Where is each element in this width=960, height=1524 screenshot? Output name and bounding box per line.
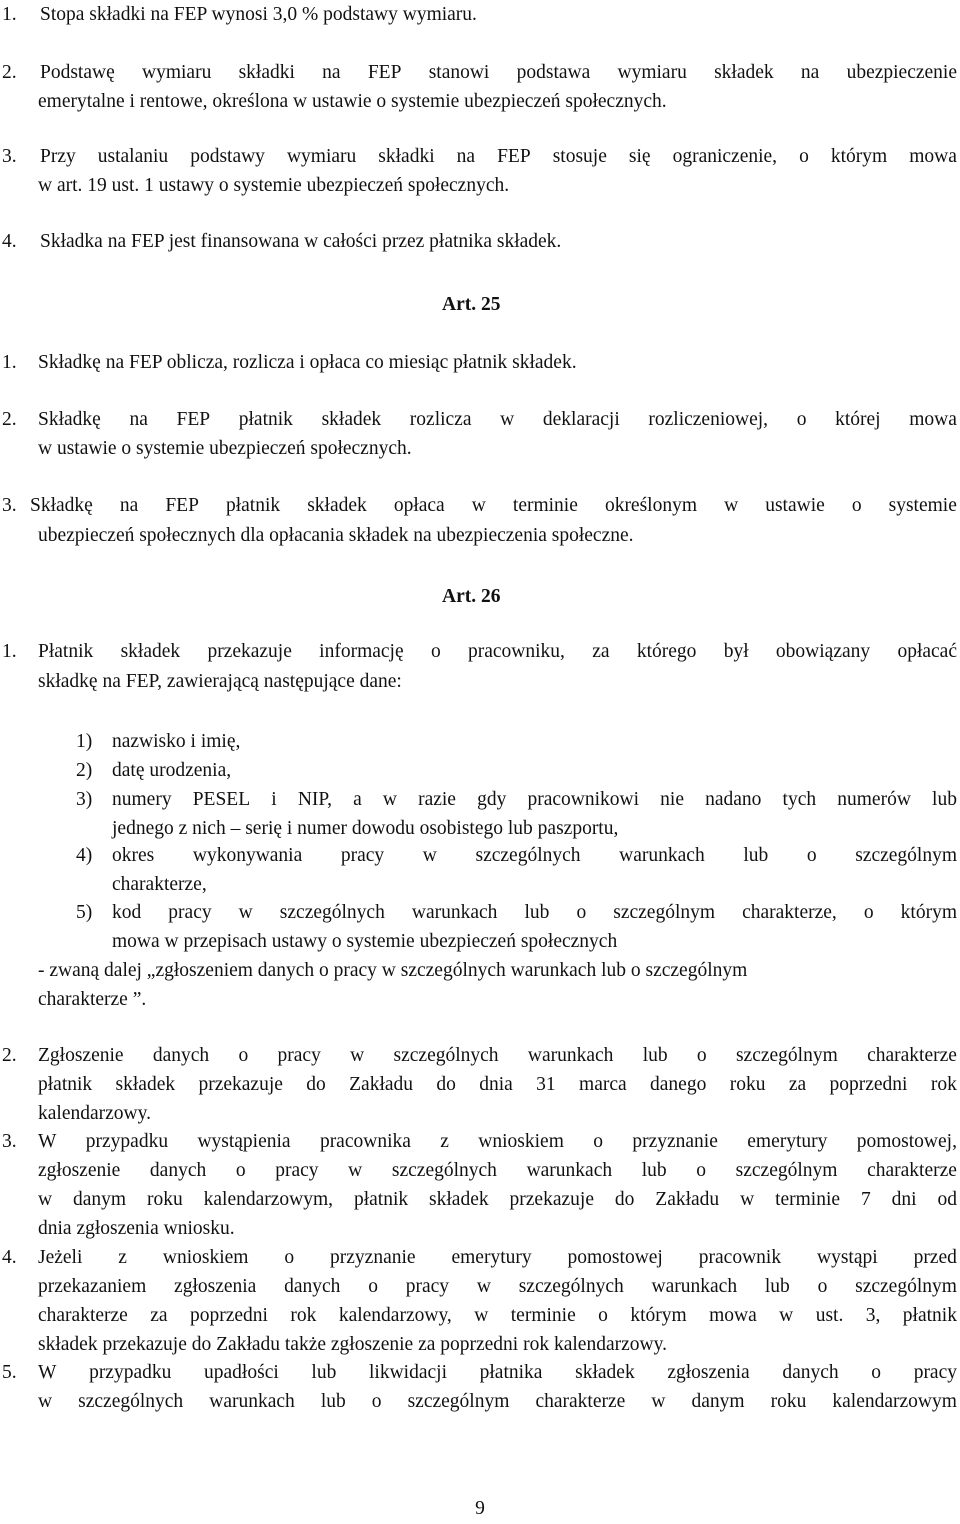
word: FEP [176,409,211,430]
word: pracy [275,1160,319,1181]
item-line: składek przekazuje do Zakładu także zgłoszenie za poprzedni rok kalendarzowy. [38,1334,667,1355]
word: szczególnym [407,1391,510,1412]
word: do [614,1189,635,1210]
word: lub [320,1391,346,1412]
word: w [651,1391,666,1412]
word: NIP, [297,789,332,810]
word: opłacać [897,641,957,662]
item-number: 2. [2,409,17,430]
word: poprzedni [829,1074,908,1095]
item-number: 4. [2,1247,17,1268]
word: wnioskiem [478,1131,564,1152]
word: a [353,789,362,810]
item-line [38,1156,957,1185]
word: dni [891,1189,917,1210]
item-line: Stopa składki na FEP wynosi 3,0 % podstawy wymiaru. [40,4,477,25]
item-line [38,1041,957,1070]
closing-line: - zwaną dalej „zgłoszeniem danych o pracy w szczególnych warunkach lub o szczególnym [38,960,748,981]
word: marca [579,1074,627,1095]
word: od [937,1189,957,1210]
word: roku [729,1074,766,1095]
word: w [476,1276,491,1297]
word: przekazaniem [38,1276,147,1297]
word: o [696,1160,707,1181]
word: pracownik [698,1247,782,1268]
word: o [238,1045,249,1066]
item-line: mowa w przepisach ustawy o systemie ubezpieczeń społecznych [112,931,618,952]
word: składek [307,495,367,516]
word: składek [429,1189,489,1210]
word: obowiązany [775,641,871,662]
word: składek [714,62,774,83]
word: ograniczenie, [672,146,778,167]
word: przed [913,1247,957,1268]
word: pracy [277,1045,321,1066]
word: opłaca [393,495,445,516]
word: danych [284,1276,341,1297]
word: o [871,1362,882,1383]
word: szczególnym [855,1276,957,1297]
word: o [796,409,807,430]
word: szczególnych [518,1276,624,1297]
word: szczególnych [78,1391,184,1412]
word: o [806,845,817,866]
word: którym [630,1305,687,1326]
word: rok [930,1074,957,1095]
word: zgłoszenie [38,1160,121,1181]
word: w [500,409,515,430]
word: o [598,1305,608,1326]
item-number: 1. [2,4,17,25]
word: PESEL [192,789,251,810]
page-number: 9 [475,1498,485,1519]
item-number: 3. [2,495,17,516]
item-line: w ustawie o systemie ubezpieczeń społecznych. [38,438,412,459]
word: nie [660,789,684,810]
item-line: w art. 19 ust. 1 ustawy o systemie ubezpieczeń społecznych. [38,175,510,196]
word: składek [575,1362,635,1383]
word: składek [115,1074,176,1095]
word: o [235,1160,246,1181]
word: charakterze [867,1045,957,1066]
word: pracy [405,1276,450,1297]
item-number: 2. [2,62,17,83]
word: za [788,1074,807,1095]
item-line [112,785,957,814]
word: składek [321,409,382,430]
word: którym [900,902,957,923]
word: się [628,146,651,167]
item-line [38,405,957,434]
word: o [371,1391,382,1412]
item-line [38,1127,957,1156]
word: stosuje [552,146,607,167]
word: przyznanie [632,1131,718,1152]
item-line: ubezpieczeń społecznych dla opłacania składek na ubezpieczenia społeczne. [38,525,634,546]
word: na [800,62,820,83]
word: numery [112,789,172,810]
article-heading-25: Art. 25 [442,294,501,315]
word: 31 [536,1074,556,1095]
word: w [474,1305,489,1326]
word: warunkach [209,1391,295,1412]
word: danego [650,1074,707,1095]
word: płatnik [38,1074,93,1095]
word: zgłoszenia [174,1276,257,1297]
word: gdy [477,789,507,810]
word: o [696,1045,707,1066]
word: którego [636,641,697,662]
word: rozlicza [409,409,472,430]
word: na [456,146,476,167]
word: lub [311,1362,337,1383]
word: w [471,495,486,516]
word: poprzedni [190,1305,268,1326]
word: szczególnych [279,902,385,923]
word: pracy [168,902,212,923]
item-line [38,1272,957,1301]
item-line: charakterze, [112,874,207,895]
word: przypadku [85,1131,169,1152]
word: z [440,1131,449,1152]
word: Składkę [38,409,101,430]
word: szczególnych [393,1045,499,1066]
word: Zakładu [349,1074,414,1095]
word: upadłości [204,1362,279,1383]
word: mowa [909,409,957,430]
item-line [112,841,957,870]
word: w [348,1160,363,1181]
item-number: 4. [2,231,17,252]
item-number: 1) [76,731,93,752]
item-line: datę urodzenia, [112,760,232,781]
word: wystąpienia [197,1131,291,1152]
item-number: 2. [2,1045,17,1066]
word: w [724,495,739,516]
word: określonym [604,495,698,516]
word: razie [418,789,456,810]
word: na [119,495,139,516]
word: Przy [40,146,76,167]
word: zgłoszenia [667,1362,750,1383]
word: rok [290,1305,317,1326]
word: stanowi [428,62,490,83]
word: FEP [367,62,402,83]
item-line [38,1301,957,1330]
word: 7 [860,1189,871,1210]
item-number: 5) [76,902,93,923]
word: warunkach [651,1276,738,1297]
word: ustawie [765,495,825,516]
word: pomostowej, [856,1131,957,1152]
item-line [38,1243,957,1272]
word: mowa [709,1305,757,1326]
word: terminie [510,1305,576,1326]
word: nadano [705,789,762,810]
word: 3, [865,1305,881,1326]
word: lub [743,845,769,866]
word: wymiaru [617,62,687,83]
word: kalendarzowym, [203,1189,334,1210]
word: przypadku [89,1362,172,1383]
word: szczególnych [475,845,581,866]
word: o [799,146,809,167]
word: pracowniku, [467,641,565,662]
word: ustalaniu [97,146,169,167]
word: w [740,1189,755,1210]
word: danym [691,1391,745,1412]
word: W [38,1362,57,1383]
word: o [368,1276,378,1297]
word: płatnika [479,1362,543,1383]
item-number: 1. [2,641,17,662]
word: płatnik [238,409,293,430]
item-line: kalendarzowy. [38,1103,151,1124]
word: Zgłoszenie [38,1045,124,1066]
word: za [150,1305,168,1326]
word: systemie [888,495,957,516]
word: był [723,641,749,662]
item-line [40,142,957,171]
word: ust. [815,1305,844,1326]
word: lub [641,1160,667,1181]
item-number: 3. [2,146,17,167]
item-number: 5. [2,1362,17,1383]
word: wystąpi [816,1247,878,1268]
word: FEP [165,495,199,516]
word: Składkę [30,495,93,516]
word: W [38,1131,57,1152]
word: Zakładu [655,1189,720,1210]
item-line: nazwisko i imię, [112,731,241,752]
word: charakterze [535,1391,626,1412]
word: mowa [909,146,957,167]
word: składki [238,62,295,83]
item-line: emerytalne i rentowe, określona w ustawie o systemie ubezpieczeń społecznych. [38,91,667,112]
word: o [593,1131,603,1152]
word: pracownika [319,1131,411,1152]
item-number: 4) [76,845,93,866]
word: do [306,1074,326,1095]
word: płatnik [353,1189,409,1210]
word: okres [112,845,155,866]
word: wymiaru [142,62,212,83]
word: kod [112,902,142,923]
word: wykonywania [192,845,303,866]
word: o [284,1247,295,1268]
word: na [322,62,341,83]
item-line [38,1185,957,1214]
word: za [592,641,610,662]
item-number: 3) [76,789,93,810]
word: szczególnych [391,1160,497,1181]
word: o [576,902,587,923]
word: i [271,789,277,810]
word: w [422,845,437,866]
word: szczególnym [735,1045,838,1066]
word: warunkach [411,902,498,923]
word: podstawy [190,146,265,167]
word: deklaracji [542,409,620,430]
word: charakterze, [742,902,837,923]
word: dnia [479,1074,513,1095]
word: roku [146,1189,183,1210]
word: danych [152,1045,210,1066]
word: przekazuje [509,1189,594,1210]
item-line [38,1070,957,1099]
item-line [112,898,957,927]
word: z [118,1247,127,1268]
word: składek [120,641,181,662]
word: warunkach [526,1160,613,1181]
word: o [851,495,862,516]
word: w [38,1189,53,1210]
word: tych [782,789,817,810]
word: płatnik [902,1305,957,1326]
item-line: dnia zgłoszenia wniosku. [38,1218,235,1239]
word: pomostowej [567,1247,663,1268]
word: Jeżeli [38,1247,83,1268]
word: likwidacji [369,1362,447,1383]
word: przekazuje [207,641,292,662]
word: terminie [775,1189,841,1210]
item-line: jednego z nich – serię i numer dowodu osobistego lub paszportu, [112,818,619,839]
word: rozliczeniowej, [648,409,769,430]
word: terminie [512,495,578,516]
word: w [238,902,253,923]
word: danych [782,1362,839,1383]
word: emerytury [451,1247,532,1268]
word: kalendarzowym [832,1391,957,1412]
word: danym [73,1189,127,1210]
word: podstawa [516,62,591,83]
word: Podstawę [40,62,115,83]
item-line: Składka na FEP jest finansowana w całości przez płatnika składek. [40,231,562,252]
word: składki [378,146,435,167]
word: przekazuje [198,1074,283,1095]
item-number: 3. [2,1131,17,1152]
word: szczególnym [855,845,957,866]
word: warunkach [619,845,705,866]
word: FEP [497,146,531,167]
word: roku [770,1391,807,1412]
word: danych [149,1160,207,1181]
item-line [38,637,957,666]
word: pracy [340,845,385,866]
item-number: 1. [2,352,17,373]
word: szczególnym [735,1160,838,1181]
word: w [382,789,397,810]
word: o [430,641,441,662]
word: płatnik [225,495,281,516]
word: na [129,409,148,430]
item-line [38,1387,957,1416]
word: lub [642,1045,668,1066]
word: wymiaru [286,146,357,167]
word: lub [764,1276,790,1297]
word: emerytury [747,1131,828,1152]
item-line [38,1358,957,1387]
word: charakterze [867,1160,957,1181]
word: w [350,1045,365,1066]
word: numerów [837,789,911,810]
word: w [779,1305,794,1326]
word: informację [319,641,404,662]
word: charakterze [38,1305,128,1326]
word: lub [932,789,957,810]
word: o [817,1276,828,1297]
item-line: składkę na FEP, zawierającą następujące dane: [38,671,402,692]
word: o [863,902,874,923]
article-heading-26: Art. 26 [442,586,501,607]
closing-line: charakterze ”. [38,989,147,1010]
word: pracy [913,1362,957,1383]
item-line [40,58,957,87]
word: wnioskiem [162,1247,249,1268]
item-line [30,491,957,520]
item-line: Składkę na FEP oblicza, rozlicza i opłaca co miesiąc płatnik składek. [38,352,577,373]
word: w [38,1391,53,1412]
word: Płatnik [38,641,94,662]
word: warunkach [527,1045,614,1066]
word: kalendarzowy, [338,1305,452,1326]
word: ubezpieczenie [846,62,957,83]
word: lub [524,902,550,923]
word: której [835,409,881,430]
word: którym [830,146,888,167]
word: szczególnym [613,902,716,923]
item-number: 2) [76,760,93,781]
word: pracownikowi [527,789,640,810]
word: do [436,1074,456,1095]
word: przyznanie [330,1247,416,1268]
